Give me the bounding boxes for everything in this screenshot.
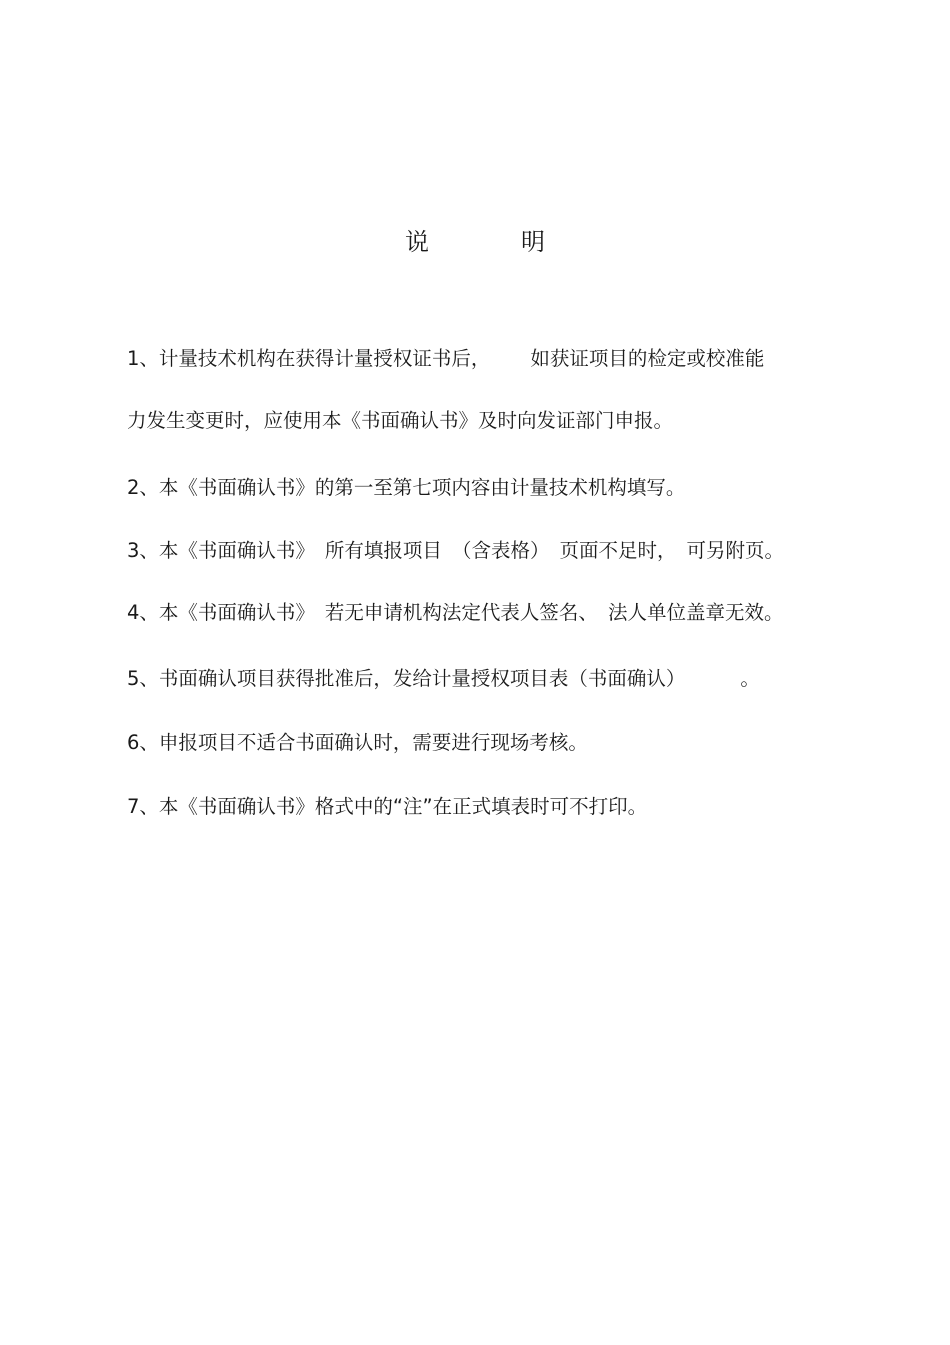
item-2: 2、本《书面确认书》的第一至第七项内容由计量技术机构填写。 [127, 476, 686, 499]
title-char-2: 明 [521, 228, 545, 256]
item-7: 7、本《书面确认书》格式中的“注”在正式填表时可不打印。 [127, 795, 648, 818]
item-4: 4、本《书面确认书》 若无申请机构法定代表人签名、 法人单位盖章无效。 [127, 601, 784, 624]
item-3: 3、本《书面确认书》 所有填报项目 （含表格） 页面不足时， 可另附页。 [127, 539, 784, 562]
title-char-1: 说 [405, 228, 429, 256]
item-1-line-1: 1、计量技术机构在获得计量授权证书后， 如获证项目的检定或校准能 [127, 347, 765, 370]
item-1-line-2: 力发生变更时，应使用本《书面确认书》及时向发证部门申报。 [127, 409, 674, 432]
page-title [0, 222, 950, 262]
item-6: 6、申报项目不适合书面确认时，需要进行现场考核。 [127, 731, 588, 754]
item-5: 5、书面确认项目获得批准后，发给计量授权项目表（书面确认） 。 [127, 667, 760, 690]
